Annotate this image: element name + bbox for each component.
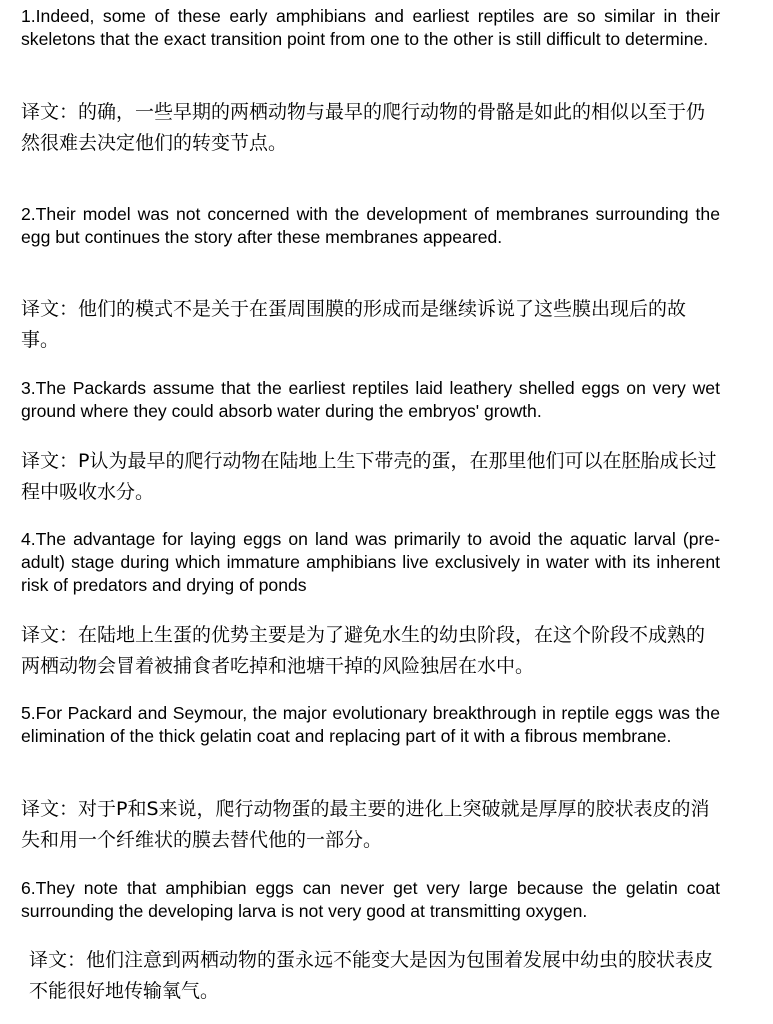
item-3-english: 3.The Packards assume that the earliest reptiles laid leathery shelled eggs on very wet ground where they could absorb water during the embryos' growth. — [21, 378, 720, 421]
item-2-translation: 译文：他们的模式不是关于在蛋周围膜的形成而是继续诉说了这些膜出现后的故事。 — [21, 298, 687, 351]
item-3-translation: 译文：P认为最早的爬行动物在陆地上生下带壳的蛋，在那里他们可以在胚胎成长过程中吸收水分。 — [21, 450, 717, 503]
item-4-english: 4.The advantage for laying eggs on land was primarily to avoid the aquatic larval (pre-adult) stage during which immature amphibians live exclusively in water with its inherent risk of predators and drying of ponds — [21, 529, 720, 595]
item-4-translation: 译文：在陆地上生蛋的优势主要是为了避免水生的幼虫阶段，在这个阶段不成熟的两栖动物会冒着被捕食者吃掉和池塘干掉的风险独居在水中。 — [21, 624, 706, 677]
item-2-english: 2.Their model was not concerned with the development of membranes surrounding the egg but continues the story after these membranes appeared. — [21, 204, 720, 247]
item-5-english: 5.For Packard and Seymour, the major evolutionary breakthrough in reptile eggs was the elimination of the thick gelatin coat and replacing part of it with a fibrous membrane. — [21, 703, 720, 746]
item-6-english: 6.They note that amphibian eggs can never get very large because the gelatin coat surrounding the developing larva is not very good at transmitting oxygen. — [21, 878, 720, 921]
item-5-translation: 译文：对于P和S来说，爬行动物蛋的最主要的进化上突破就是厚厚的胶状表皮的消失和用一个纤维状的膜去替代他的一部分。 — [21, 798, 710, 851]
item-1-translation: 译文：的确，一些早期的两栖动物与最早的爬行动物的骨骼是如此的相似以至于仍然很难去决定他们的转变节点。 — [21, 101, 706, 154]
item-6-translation: 译文：他们注意到两栖动物的蛋永远不能变大是因为包围着发展中幼虫的胶状表皮不能很好地传输氧气。 — [29, 949, 714, 1002]
item-1-english: 1.Indeed, some of these early amphibians and earliest reptiles are so similar in their skeletons that the exact transition point from one to the other is still difficult to determine. — [21, 6, 720, 49]
